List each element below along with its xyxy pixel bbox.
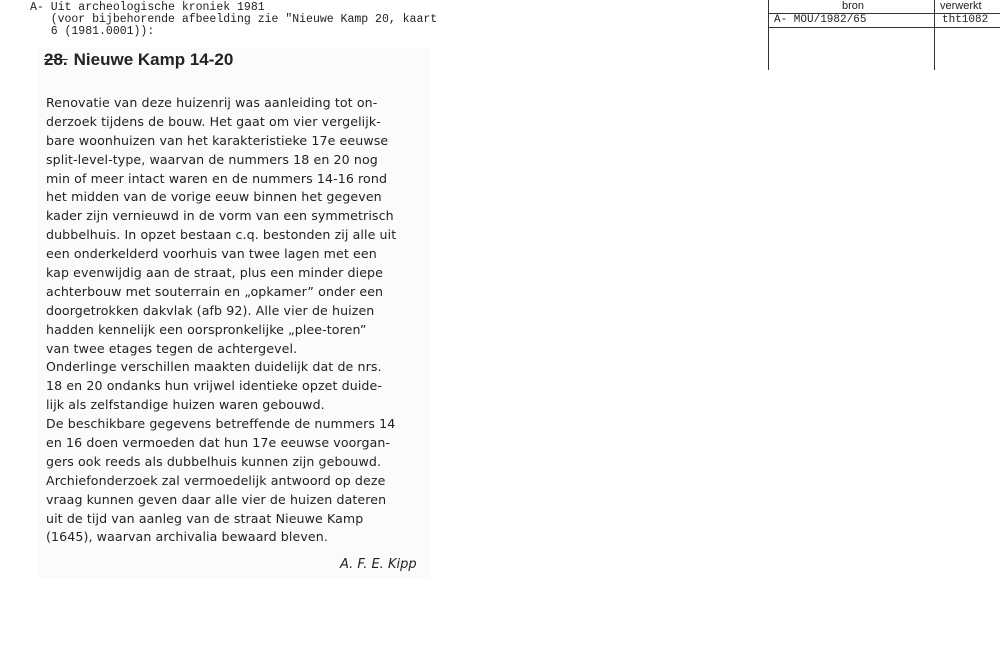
article-body-line: Archiefonderzoek zal vermoedelijk antwoord op deze <box>46 472 386 488</box>
article-body-line: lijk als zelfstandige huizen waren gebouwd. <box>46 397 325 413</box>
table-divider <box>934 0 935 70</box>
typed-header-line-3: 6 (1981.0001)): <box>30 25 155 38</box>
article-body-line: derzoek tijdens de bouw. Het gaat om vier vergelijk- <box>46 113 381 129</box>
typed-header-line-2: (voor bijbehorende afbeelding zie "Nieuwe Kamp 20, kaart <box>30 13 438 26</box>
bron-value: A- MOU/1982/65 <box>774 14 867 26</box>
article-body-line: een onderkelderd voorhuis van twee lagen met een <box>46 246 377 262</box>
article-body <box>46 94 431 547</box>
article-body-line: Renovatie van deze huizenrij was aanleiding tot on- <box>46 95 378 110</box>
article-body-line: kap evenwijdig aan de straat, plus een minder diepe <box>46 265 384 281</box>
article-body-line: Onderlinge verschillen maakten duidelijk dat de nrs. <box>46 359 382 375</box>
article-body-line: split-level-type, waarvan de nummers 18 en 20 nog <box>46 151 378 167</box>
typed-header-line-1: A- Uit archeologische kroniek 1981 <box>30 1 265 14</box>
article-number: 28. <box>44 50 68 69</box>
article-body-line: dubbelhuis. In opzet bestaan c.q. bestonden zij alle uit <box>46 227 397 243</box>
article-title <box>44 50 233 70</box>
bron-header: bron <box>842 0 865 12</box>
article-body-line: van twee etages tegen de achtergevel. <box>46 340 298 356</box>
article-body-line: en 16 doen vermoeden dat hun 17e eeuwse voorgan- <box>46 435 391 451</box>
verwerkt-header: verwerkt <box>940 0 982 12</box>
article-title-text: Nieuwe Kamp 14-20 <box>73 50 234 69</box>
article-body-line: achterbouw met souterrain en „opkamer” onder een <box>46 283 384 299</box>
table-border-left <box>768 0 769 70</box>
table-row-rule <box>768 27 1000 28</box>
article-body-line: De beschikbare gegevens betreffende de nummers 14 <box>46 416 396 432</box>
article-body-line: kader zijn vernieuwd in de vorm van een symmetrisch <box>46 208 394 224</box>
article-author: A. F. E. Kipp <box>340 557 417 572</box>
article-body-line: uit de tijd van aanleg van de straat Nieuwe Kamp <box>46 510 364 526</box>
typed-header <box>30 2 437 38</box>
article-body-line: hadden kennelijk een oorspronkelijke „plee-toren” <box>46 321 367 337</box>
article-body-line: bare woonhuizen van het karakteristieke 17e eeuwse <box>46 132 389 148</box>
article-body-line: (1645), waarvan archivalia bewaard bleven. <box>46 529 328 545</box>
article-body-line: 18 en 20 ondanks hun vrijwel identieke opzet duide- <box>46 378 383 394</box>
verwerkt-value: tht1082 <box>942 14 989 26</box>
article-body-line: min of meer intact waren en de nummers 14-16 rond <box>46 170 388 186</box>
article-body-line: gers ook reeds als dubbelhuis kunnen zijn gebouwd. <box>46 453 382 469</box>
article-body-line: doorgetrokken dakvlak (afb 92). Alle vier de huizen <box>46 302 375 318</box>
article-body-line: vraag kunnen geven daar alle vier de huizen dateren <box>46 491 387 507</box>
reference-table <box>768 0 1000 70</box>
article-body-line: het midden van de vorige eeuw binnen het gegeven <box>46 189 382 205</box>
